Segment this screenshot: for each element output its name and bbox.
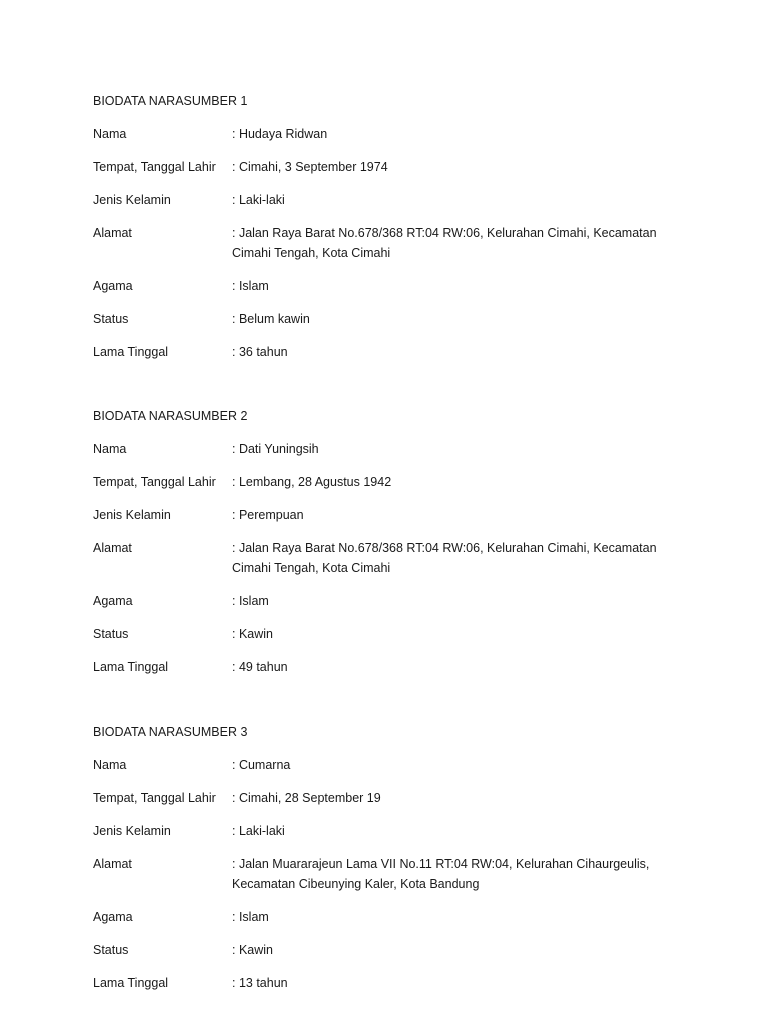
field-row bbox=[93, 472, 693, 492]
field-label: Agama bbox=[93, 910, 133, 924]
field-value: : Islam bbox=[232, 594, 269, 608]
field-value: : Perempuan bbox=[232, 508, 304, 522]
field-row bbox=[93, 505, 693, 525]
field-label: Tempat, Tanggal Lahir bbox=[93, 791, 216, 805]
field-row bbox=[93, 907, 693, 927]
field-value: : Jalan Raya Barat No.678/368 RT:04 RW:06, Kelurahan Cimahi, Kecamatan Cimahi Tengah, Kota Cimahi bbox=[232, 541, 657, 575]
field-label: Lama Tinggal bbox=[93, 345, 169, 359]
biodata-section-1 bbox=[93, 91, 693, 362]
field-row bbox=[93, 973, 693, 993]
field-label: Status bbox=[93, 943, 129, 957]
field-value: : Kawin bbox=[232, 943, 273, 957]
field-row bbox=[93, 755, 693, 775]
field-row bbox=[93, 309, 693, 329]
field-value: : 49 tahun bbox=[232, 660, 288, 674]
biodata-section-3 bbox=[93, 722, 693, 993]
field-value: : Cimahi, 3 September 1974 bbox=[232, 160, 388, 174]
field-row bbox=[93, 940, 693, 960]
section-heading: BIODATA NARASUMBER 3 bbox=[93, 725, 248, 739]
section-heading: BIODATA NARASUMBER 2 bbox=[93, 409, 248, 423]
field-label: Nama bbox=[93, 442, 127, 456]
field-label: Agama bbox=[93, 279, 133, 293]
field-row bbox=[93, 788, 693, 808]
section-heading: BIODATA NARASUMBER 1 bbox=[93, 94, 248, 108]
biodata-section-2 bbox=[93, 406, 693, 677]
field-value: : Laki-laki bbox=[232, 193, 285, 207]
field-label: Jenis Kelamin bbox=[93, 824, 171, 838]
field-label: Nama bbox=[93, 758, 127, 772]
field-value: : Islam bbox=[232, 910, 269, 924]
field-label: Status bbox=[93, 627, 129, 641]
field-value: : Dati Yuningsih bbox=[232, 442, 319, 456]
field-label: Alamat bbox=[93, 541, 132, 555]
field-row bbox=[93, 157, 693, 177]
field-row bbox=[93, 821, 693, 841]
field-row bbox=[93, 276, 693, 296]
field-label: Agama bbox=[93, 594, 133, 608]
field-value: : 36 tahun bbox=[232, 345, 288, 359]
field-row bbox=[93, 190, 693, 210]
field-label: Alamat bbox=[93, 857, 132, 871]
field-label: Jenis Kelamin bbox=[93, 508, 171, 522]
field-label: Status bbox=[93, 312, 129, 326]
field-value: : Jalan Raya Barat No.678/368 RT:04 RW:06, Kelurahan Cimahi, Kecamatan Cimahi Tengah, Kota Cimahi bbox=[232, 226, 657, 260]
field-label: Tempat, Tanggal Lahir bbox=[93, 160, 216, 174]
field-label: Alamat bbox=[93, 226, 132, 240]
field-label: Nama bbox=[93, 127, 127, 141]
field-value: : 13 tahun bbox=[232, 976, 288, 990]
field-value: : Laki-laki bbox=[232, 824, 285, 838]
field-row bbox=[93, 854, 693, 894]
field-value: : Kawin bbox=[232, 627, 273, 641]
field-row bbox=[93, 624, 693, 644]
field-value: : Hudaya Ridwan bbox=[232, 127, 328, 141]
field-value: : Belum kawin bbox=[232, 312, 310, 326]
field-value: : Jalan Muararajeun Lama VII No.11 RT:04 RW:04, Kelurahan Cihaurgeulis, Kecamatan Cibeunying Kaler, Kota Bandung bbox=[232, 857, 650, 891]
field-row bbox=[93, 657, 693, 677]
field-row bbox=[93, 591, 693, 611]
field-value: : Lembang, 28 Agustus 1942 bbox=[232, 475, 392, 489]
field-row bbox=[93, 342, 693, 362]
field-row bbox=[93, 439, 693, 459]
field-label: Jenis Kelamin bbox=[93, 193, 171, 207]
field-label: Lama Tinggal bbox=[93, 660, 169, 674]
field-label: Lama Tinggal bbox=[93, 976, 169, 990]
field-value: : Cumarna bbox=[232, 758, 291, 772]
field-row bbox=[93, 538, 693, 578]
field-value: : Cimahi, 28 September 19 bbox=[232, 791, 381, 805]
field-row bbox=[93, 124, 693, 144]
field-row bbox=[93, 223, 693, 263]
field-label: Tempat, Tanggal Lahir bbox=[93, 475, 216, 489]
field-value: : Islam bbox=[232, 279, 269, 293]
